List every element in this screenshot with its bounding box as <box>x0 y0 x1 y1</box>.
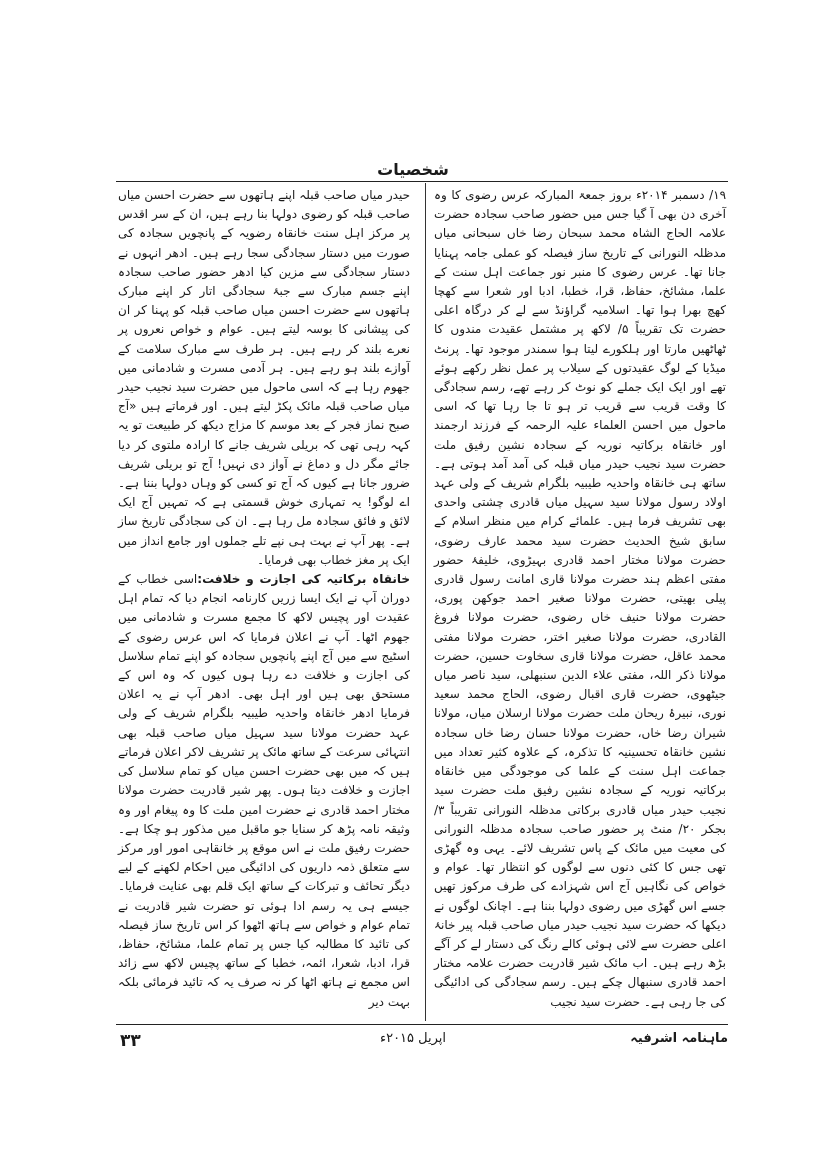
paragraph: ۱۹/ دسمبر ۲۰۱۴ء بروز جمعۃ المبارکہ عرس رضوی کا وہ آخری دن بھی آ گیا جس میں حضور صاحب سجادہ حضرت علامہ الحاج الشاہ محمد سبحان رضا خاں سبحانی میاں مدظلہ النورانی کے تاریخ ساز فیصلہ کو عملی جامہ پہنایا جانا تھا۔ عرس رضوی کا منبر نور جماعت اہل سنت کے علما، مشائخ، حفاظ، قرا، خطبا، ادبا اور شعرا سے کھچا کھچ بھرا ہوا تھا۔ اسلامیہ گراؤنڈ سے لے کر درگاہ اعلی حضرت تک تقریباً ۵/ لاکھ پر مشتمل عقیدت مندوں کا ٹھاٹھیں مارتا اور ہلکورے لیتا ہوا سمندر موجود تھا۔ پرنٹ میڈیا کے لوگ عقیدتوں کے سیلاب پر عمل نظر رکھے ہوئے تھے اور ایک ایک جملے کو نوٹ کر رہے تھے، رسم سجادگی کا وقت قریب سے قریب تر ہو تا جا رہا تھا کہ اسی ماحول میں احسن العلماء علیہ الرحمہ کے فرزند ارجمند اور خانقاہ برکاتیہ نوریہ کے سجادہ نشین رفیق ملت حضرت سید نجیب حیدر میاں قبلہ کی آمد آمد ہوتی ہے۔ ساتھ ہی خانقاہ واحدیہ طیبیہ بلگرام شریف کے ولی عہد اولاد رسول مولانا سید سہیل میاں قادری چشتی واحدی بھی تشریف فرما ہیں۔ علمائے کرام میں منظر اسلام کے سابق شیخ الحدیث حضرت سید محمد عارف رضوی، حضرت مولانا مختار احمد قادری بہیڑوی، خلیفۂ حضور مفتی اعظم ہند حضرت مولانا قاری امانت رسول قادری پیلی بھیتی، حضرت مولانا صغیر احمد جوکھن پوری، حضرت مولانا حنیف خاں رضوی، حضرت مولانا فروغ القادری، حضرت مولانا صغیر اختر، حضرت مولانا مفتی محمد عاقل، حضرت مولانا قاری سخاوت حسین، حضرت مولانا ذکر اللہ، مفتی علاء الدین سنبھلی، سید ناصر میاں جیٹھوی، حضرت قاری اقبال رضوی، الحاج محمد سعید نوری، نبیرۂ ریحان ملت حضرت مولانا ارسلان میاں، مولانا شیران رضا خاں، حضرت مولانا حسان رضا خاں سجادہ نشین خانقاہ تحسینیہ کا تذکرہ، کے علاوہ کثیر تعداد میں جماعت اہل سنت کے علما کی موجودگی میں خانقاہ برکاتیہ نوریہ کے سجادہ نشین رفیق ملت حضرت سید نجیب حیدر میاں قادری برکاتی مدظلہ النورانی تقریباً ۳/ بجکر ۲۰/ منٹ پر حضور صاحب سجادہ مدظلہ النورانی کی معیت میں مائک کے پاس تشریف لائے۔ یہی وہ گھڑی تھی جس کا کئی دنوں سے لوگوں کو انتظار تھا۔ عوام و خواص کی نگاہیں آج اس شہزادے کی طرف مرکوز تھیں جسے اس گھڑی میں رضوی دولہا بننا ہے۔ اچانک لوگوں نے دیکھا کہ حضرت سید نجیب حیدر میاں صاحب قبلہ پیر خانۂ اعلی حضرت سے لائی ہوئی کالے رنگ کی دستار لے کر آگے بڑھ رہے ہیں۔ اب مائک شیر قادریت حضرت علامہ مختار احمد قادری سنبھال چکے ہیں۔ رسم سجادگی کی ادائیگی کی جا رہی ہے۔ حضرت سید نجیب <box>434 188 727 1009</box>
magazine-name: ماہنامہ اشرفیہ <box>630 1031 728 1046</box>
left-column <box>118 186 410 1012</box>
header-rule <box>116 181 728 182</box>
page-title: شخصیات <box>377 160 449 179</box>
paragraph-text: اسی خطاب کے دوران آپ نے ایک ایسا زریں کارنامہ انجام دیا کہ تمام اہل عقیدت اور پچیس لاکھ کا مجمع مسرت و شادمانی میں جھوم اٹھا۔ آپ نے اعلان فرمایا کہ اس عرس رضوی کے اسٹیج سے میں آج اپنے پانچویں سجادہ کو اپنے تمام سلاسل کی اجازت و خلافت دے رہا ہوں کیوں کہ وہ اس کے مستحق بھی ہیں اور اہل بھی۔ ادھر آپ نے یہ اعلان فرمایا ادھر خانقاہ واحدیہ طیبیہ بلگرام شریف کے ولی عہد حضرت مولانا سید سہیل میاں صاحب قبلہ بھی انتہائی سرعت کے ساتھ مائک پر تشریف لاکر اعلان فرماتے ہیں کہ میں بھی حضرت احسن میاں کو تمام سلاسل کی اجازت و خلافت دیتا ہوں۔ پھر شیر قادریت حضرت مولانا مختار احمد قادری نے حضرت امین ملت کا وہ پیغام اور وہ وثیقہ نامہ پڑھ کر سنایا جو ماقبل میں مذکور ہو چکا ہے۔ حضرت رفیق ملت نے اس موقع پر خانقاہی امور اور مرکز سے متعلق ذمہ داریوں کی ادائیگی میں احکام لکھنے کے لیے دیگر تحائف و تبرکات کے ساتھ ایک قلم بھی عنایت فرمایا۔ جیسے ہی یہ رسم ادا ہوئی تو حضرت شیر قادریت نے تمام عوام و خواص سے ہاتھ اٹھوا کر اس تاریخ ساز فیصلہ کی تائید کا مطالبہ کیا جس پر تمام علما، مشائخ، حفاظ، قرا، ادبا، شعرا، ائمہ، خطبا کے ساتھ پچیس لاکھ سے زائد اس مجمع نے ہاتھ اٹھا کر نہ صرف یہ کہ تائید فرمائی بلکہ بہت دیر <box>118 572 410 1009</box>
column-divider <box>425 183 426 1021</box>
paragraph <box>118 570 410 1012</box>
paragraph-text: حیدر میاں صاحب قبلہ اپنے ہاتھوں سے حضرت احسن میاں صاحب قبلہ کو رضوی دولہا بنا رہے ہیں، ان کے سر اقدس پر مرکز اہل سنت خانقاہ رضویہ کے پانچویں سجادہ کی صورت میں دستار سجادگی سجا رہے ہیں۔ ادھر انہوں نے دستار سجادگی سے مزین کیا ادھر حضور صاحب سجادہ اپنے جسم مبارک سے جبۂ سجادگی اتار کر اپنے مبارک ہاتھوں سے حضرت احسن میاں صاحب قبلہ کو پہنا کر ان کی پیشانی کا بوسہ لیتے ہیں۔ عوام و خواص نعروں پر نعرے بلند کر رہے ہیں۔ ہر طرف سے مبارک سلامت کے آوازے بلند ہو رہے ہیں۔ ہر آدمی مسرت و شادمانی میں جھوم رہا ہے کہ اسی ماحول میں حضرت سید نجیب حیدر میاں صاحب قبلہ مائک پکڑ لیتے ہیں۔ اور فرماتے ہیں «آج صبح نماز فجر کے بعد موسم کا مزاج دیکھ کر طبیعت تو یہ کہہ رہی تھی کہ بریلی شریف جانے کا ارادہ ملتوی کر دیا جائے مگر دل و دماغ نے آواز دی نہیں! آج تو بریلی شریف ضرور جانا ہے کیوں کہ آج تو کسی کو وہاں دولہا بننا ہے۔ اے لوگو! یہ تمہاری خوش قسمتی ہے کہ تمہیں آج ایک لائق و فائق سجادہ مل رہا ہے۔ ان کی سجادگی تاریخ ساز ہے۔ پھر آپ نے بہت ہی نپے تلے جملوں اور جامع انداز میں ایک پر مغز خطاب بھی فرمایا۔ <box>118 188 410 567</box>
paragraph <box>118 186 410 570</box>
section-heading: خانقاہ برکاتیہ کی اجازت و خلافت: <box>197 572 411 587</box>
right-column <box>434 186 726 1012</box>
footer-rule <box>116 1024 728 1025</box>
issue-date: اپریل ۲۰۱۵ء <box>379 1031 447 1046</box>
page-number: ۳۳ <box>120 1031 141 1051</box>
